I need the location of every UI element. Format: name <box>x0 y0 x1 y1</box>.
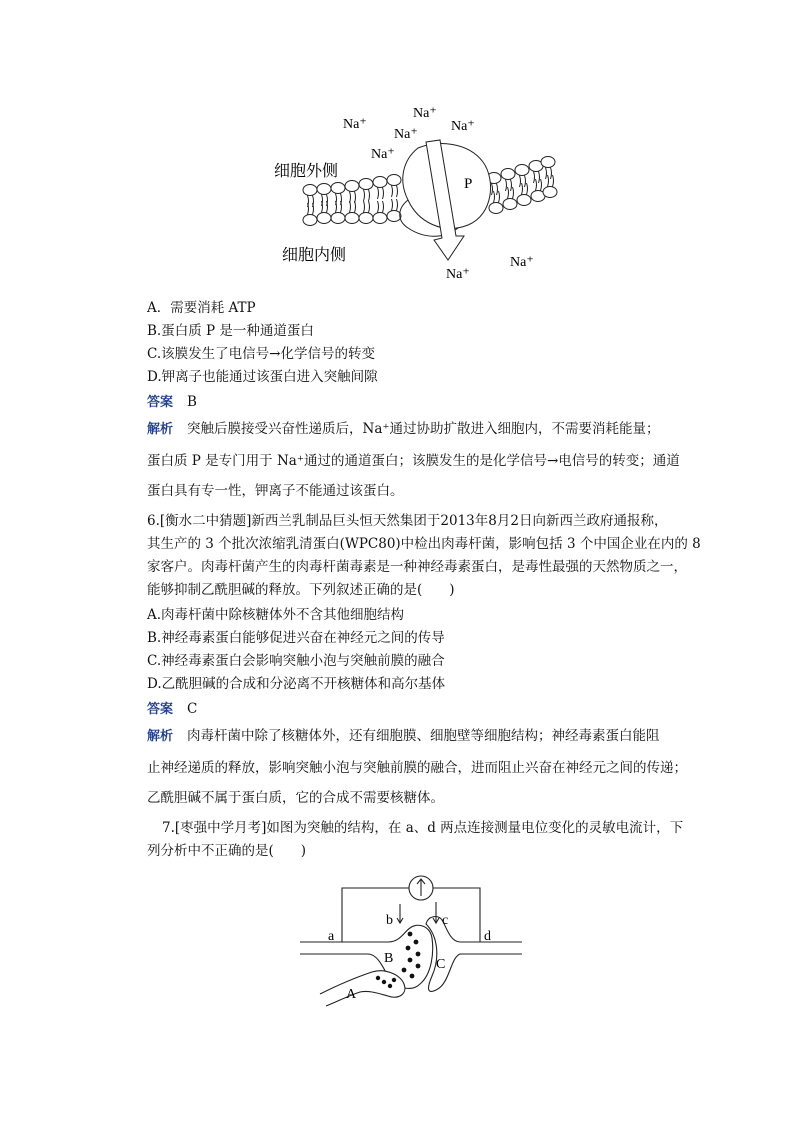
lipid-head <box>359 213 373 224</box>
lipid-head <box>517 195 531 206</box>
lipid-head <box>373 177 387 188</box>
lipid-head <box>303 185 317 196</box>
q6-option-a: A.肉毒杆菌中除核糖体外不含其他细胞结构 <box>147 607 405 623</box>
q5-option-d: D.钾离子也能通过该蛋白进入突触间隙 <box>147 369 378 385</box>
lipid-tail <box>397 199 398 211</box>
lipid-tail <box>336 201 337 213</box>
lipid-head <box>331 183 345 194</box>
na-ion-5: Na⁺ <box>371 147 395 162</box>
lipid-head <box>331 213 345 224</box>
membrane-channel-figure <box>268 100 558 290</box>
lipid-head <box>317 213 331 224</box>
q7-stem-2: 列分析中不正确的是( ) <box>147 843 307 859</box>
lipid-tail <box>369 201 370 213</box>
lipid-tail <box>548 175 549 187</box>
label-d: d <box>484 929 491 944</box>
lipid-tail <box>327 201 328 213</box>
lipid-tail <box>350 201 351 213</box>
lipid-tail <box>513 187 514 199</box>
lipid-tail <box>494 191 495 203</box>
q6-stem-2: 其生产的 3 个批次浓缩乳清蛋白(WPC80)中检出肉毒杆菌，影响包括 3 个中国企业在内的 8 <box>147 536 701 552</box>
lipid-tail <box>355 201 356 213</box>
q5-option-b: B.蛋白质 P 是一种通道蛋白 <box>147 323 314 339</box>
lipid-head <box>317 184 331 195</box>
q6-stem-4: 能够抑制乙酰胆碱的释放。下列叙述正确的是( ) <box>147 582 455 598</box>
q6-analysis-line-1: 解析 肉毒杆菌中除了核糖体外，还有细胞膜、细胞壁等细胞结构；神经毒素蛋白能阻 <box>147 728 660 744</box>
q5-option-a: A．需要消耗 ATP <box>147 300 256 316</box>
synapse-figure <box>300 866 522 1024</box>
lipid-tail <box>508 187 509 199</box>
lipid-tail <box>308 203 309 215</box>
lipid-head <box>345 181 359 192</box>
q5-analysis-line-2: 蛋白质 P 是专门用于 Na⁺通过的通道蛋白；该膜发生的是化学信号→电信号的转变；通道 <box>147 453 680 469</box>
lipid-head <box>501 169 515 180</box>
q6-stem-1: 6.[衡水二中猜题]新西兰乳制品巨头恒天然集团于2013年8月2日向新西兰政府通报称， <box>147 513 668 529</box>
lipid-tail <box>497 184 498 196</box>
lipid-tail <box>553 175 554 187</box>
lipid-head <box>303 215 317 226</box>
inside-label: 细胞内侧 <box>282 245 347 264</box>
lipid-tail <box>527 183 528 195</box>
na-ion-1: Na⁺ <box>343 117 367 132</box>
lipid-tail <box>506 180 507 192</box>
na-ion-4: Na⁺ <box>451 119 475 134</box>
label-a: a <box>328 929 335 944</box>
lipid-tail <box>541 179 542 191</box>
lipid-tail <box>499 191 500 203</box>
lipid-tail <box>525 176 526 188</box>
q6-analysis-line-3: 乙酰胆碱不属于蛋白质，它的合成不需要核糖体。 <box>147 790 444 806</box>
lipid-tail <box>364 190 365 202</box>
answer-value: C <box>187 701 198 717</box>
lipid-tail <box>364 201 365 213</box>
lipid-tail <box>378 201 379 213</box>
q5-analysis-line-1: 解析 突触后膜接受兴奋性递质后，Na⁺通过协助扩散进入细胞内，不需要消耗能量； <box>147 421 660 437</box>
lipid-tail <box>313 203 314 215</box>
lipid-head <box>387 211 401 222</box>
lipid-tail <box>322 201 323 213</box>
answer-label: 答案 <box>147 702 174 717</box>
label-A: A <box>346 987 357 1002</box>
lipid-head <box>541 157 555 168</box>
lipid-tail <box>511 180 512 192</box>
q6-analysis-line-2: 止神经递质的释放，影响突触小泡与突触前膜的融合，进而阻止兴奋在神经元之间的传递； <box>147 760 687 776</box>
lipid-tail <box>492 184 493 196</box>
lipid-tail <box>383 188 384 200</box>
q6-stem-3: 家客户。肉毒杆菌产生的肉毒杆菌毒素是一种神经毒素蛋白，是毒性最强的天然物质之一， <box>147 559 687 575</box>
lipid-tail <box>536 179 537 191</box>
lipid-tail <box>539 172 540 184</box>
analysis-label: 解析 <box>147 422 174 437</box>
na-ion-2: Na⁺ <box>394 127 418 142</box>
q6-option-d: D.乙酰胆碱的合成和分泌离不开核糖体和高尔基体 <box>147 676 446 692</box>
na-ion-6: Na⁺ <box>446 267 470 282</box>
label-b: b <box>386 913 393 928</box>
lipid-tail <box>341 201 342 213</box>
q6-answer <box>147 700 197 719</box>
q5-option-c: C.该膜发生了电信号→化学信号的转变 <box>147 346 375 362</box>
lipid-tail <box>551 168 552 180</box>
lipid-tail <box>378 188 379 200</box>
lipid-tail <box>397 186 398 198</box>
q5-analysis-line-3: 蛋白具有专一性，钾离子不能通过该蛋白。 <box>147 483 404 499</box>
lipid-tail <box>546 168 547 180</box>
lipid-head <box>387 175 401 186</box>
lipid-tail <box>369 190 370 202</box>
lipid-tail <box>534 172 535 184</box>
na-ion-3: Na⁺ <box>413 106 437 121</box>
label-C: C <box>436 957 446 972</box>
lipid-tail <box>522 183 523 195</box>
analysis-label: 解析 <box>147 729 174 744</box>
answer-label: 答案 <box>147 395 174 410</box>
na-ion-7: Na⁺ <box>510 255 534 270</box>
q7-stem-1: 7.[枣强中学月考]如图为突触的结构，在 a、d 两点连接测量电位变化的灵敏电流计，下 <box>162 820 684 836</box>
answer-value: B <box>187 394 197 410</box>
protein-label: P <box>464 176 473 192</box>
lipid-tail <box>392 199 393 211</box>
lipid-head <box>373 213 387 224</box>
label-c: c <box>442 913 449 928</box>
lipid-head <box>515 165 529 176</box>
lipid-head <box>345 213 359 224</box>
lipid-tail <box>520 176 521 188</box>
q6-option-c: C.神经毒素蛋白会影响突触小泡与突触前膜的融合 <box>147 653 445 669</box>
lipid-head <box>503 199 517 210</box>
lipid-tail <box>392 186 393 198</box>
q5-answer <box>147 393 197 412</box>
label-B: B <box>384 951 394 966</box>
outside-label: 细胞外侧 <box>274 161 339 180</box>
lipid-head <box>359 179 373 190</box>
lipid-head <box>489 203 503 214</box>
lipid-head <box>543 187 557 198</box>
q6-option-b: B.神经毒素蛋白能够促进兴奋在神经元之间的传导 <box>147 630 445 646</box>
lipid-tail <box>383 201 384 213</box>
